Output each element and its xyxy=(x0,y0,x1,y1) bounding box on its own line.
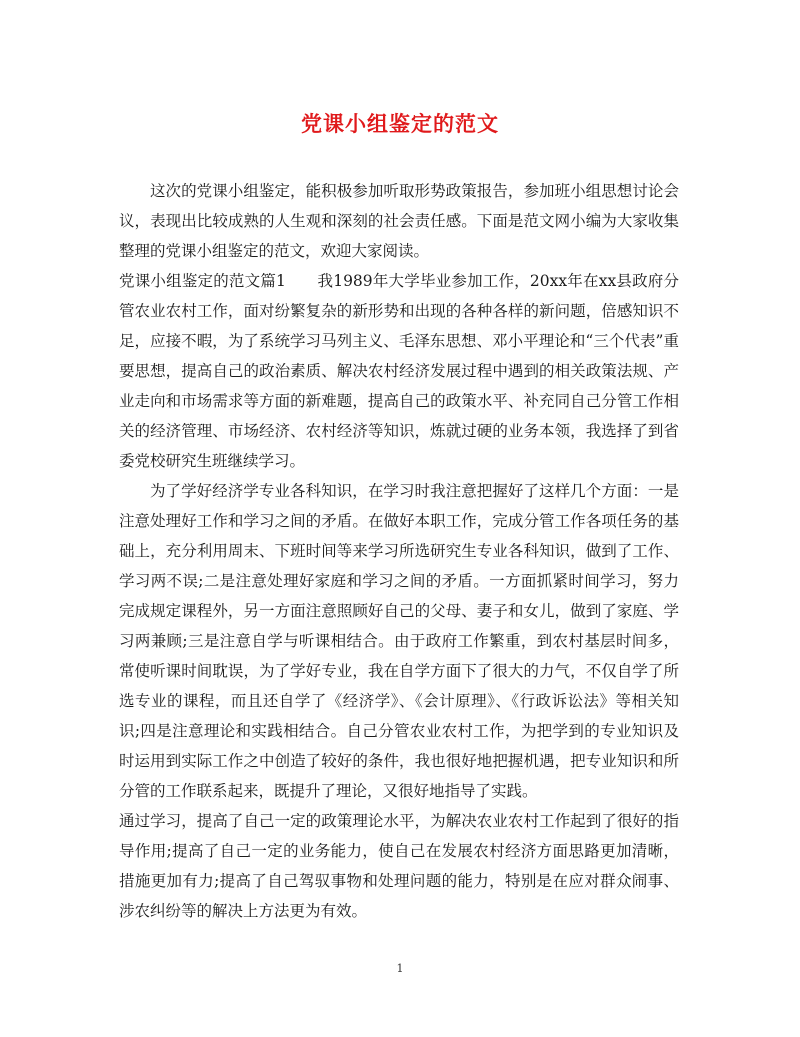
body-paragraph-2: 为了学好经济学专业各科知识，在学习时我注意把握好了这样几个方面：一是注意处理好工作和学习之间的矛盾。在做好本职工作，完成分管工作各项任务的基础上，充分利用周末、下班时间等来学习所选研究生专业各科知识，做到了工作、学习两不误;二是注意处理好家庭和学习之间的矛盾。一方面抓紧时间学习，努力完成规定课程外，另一方面注意照顾好自己的父母、妻子和女儿，做到了家庭、学习两兼顾;三是注意自学与听课相结合。由于政府工作繁重，到农村基层时间多，常使听课时间耽误，为了学好专业，我在自学方面下了很大的力气，不仅自学了所选专业的课程，而且还自学了《经济学》、《会计原理》、《行政诉讼法》等相关知识;四是注意理论和实践相结合。自己分管农业农村工作，为把学到的专业知识及时运用到实际工作之中创造了较好的条件，我也很好地把握机遇，把专业知识和所分管的工作联系起来，既提升了理论，又很好地指导了实践。 xyxy=(119,482,679,800)
intro-paragraph: 这次的党课小组鉴定，能积极参加听取形势政策报告，参加班小组思想讨论会议，表现出比较成熟的人生观和深刻的社会责任感。下面是范文网小编为大家收集整理的党课小组鉴定的范文，欢迎大家阅读。 xyxy=(119,182,679,260)
document-body xyxy=(119,176,679,926)
body-paragraph-3: 通过学习，提高了自己一定的政策理论水平，为解决农业农村工作起到了很好的指导作用;提高了自己一定的业务能力，使自己在发展农村经济方面思路更加清晰，措施更加有力;提高了自己驾驭事物和处理问题的能力，特别是在应对群众闹事、涉农纠纷等的解决上方法更为有效。 xyxy=(119,812,679,920)
page-title: 党课小组鉴定的范文 xyxy=(301,111,499,136)
page-number: 1 xyxy=(396,962,404,975)
body-paragraph-1: 党课小组鉴定的范文篇1 我1989年大学毕业参加工作，20xx年在xx县政府分管农业农村工作，面对纷繁复杂的新形势和出现的各种各样的新问题，倍感知识不足，应接不暇，为了系统学习马列主义、毛泽东思想、邓小平理论和“三个代表”重要思想，提高自己的政治素质、解决农村经济发展过程中遇到的相关政策法规、产业走向和市场需求等方面的新难题，提高自己的政策水平、补充同自己分管工作相关的经济管理、市场经济、农村经济等知识，炼就过硬的业务本领，我选择了到省委党校研究生班继续学习。 xyxy=(119,272,679,470)
